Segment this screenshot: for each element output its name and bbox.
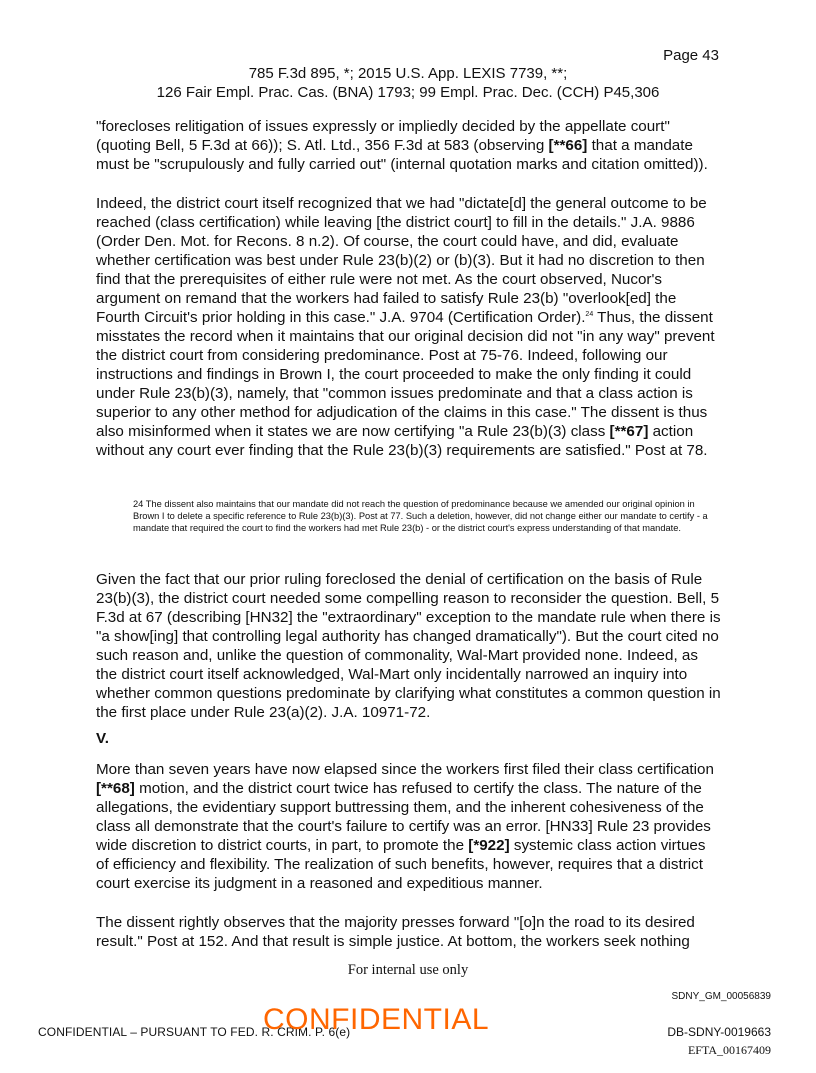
confidential-stamp: CONFIDENTIAL [263,1003,490,1036]
page-marker-67: [**67] [609,423,649,440]
page-marker-922: [*922] [468,837,510,854]
footnote-reference-24: 24 [585,310,594,318]
bates-number-db-sdny: DB-SDNY-0019663 [667,1025,771,1039]
footnote-24: 24 The dissent also maintains that our mandate did not reach the question of predominance because we amended our original opinion in Brown I to delete a specific reference to Rule 23(b)(3). Post at 77. Such a deletion, however, did not change either our mandate to certify - a mandate that required the court to find the workers had met Rule 23(b) - or the district court's express understanding of that mandate. [133,499,708,533]
paragraph-3: Given the fact that our prior ruling foreclosed the denial of certification on the basis of Rule 23(b)(3), the district court needed some compelling reason to reconsider the question. Bell, 5 F.3d at 67 (describing [HN32] the "extraordinary" exception to the mandate rule when there is "a show[ing] that controlling legal authority has changed dramatically"). But the court cited no such reason and, unlike the question of commonality, Wal-Mart provided none. Indeed, as the district court itself acknowledged, Wal-Mart only incidentally narrowed an inquiry into whether common questions predominate by clarifying what constitutes a common question in the first place under Rule 23(a)(2). J.A. 10971-72. [96,571,721,721]
page-marker-68: [**68] [96,780,135,797]
page-number: Page 43 [663,47,719,64]
bates-number-sdny-gm: SDNY_GM_00056839 [671,991,771,1002]
citation-line-2: 126 Fair Empl. Prac. Cas. (BNA) 1793; 99 Empl. Prac. Dec. (CCH) P45,306 [156,84,660,101]
confidential-notice: CONFIDENTIAL – PURSUANT TO FED. R. CRIM. P. 6(e) [38,1025,351,1039]
page-marker-66: [**66] [548,137,588,154]
paragraph-2: Indeed, the district court itself recognized that we had "dictate[d] the general outcome to be reached (class certification) while leaving [the district court] to fill in the details." J.A. 9886 (Order Den. Mot. for Recons. 8 n.2). Of course, the court could have, and did, evaluate whether certification was best under Rule 23(b)(2) or (b)(3). But it had no discretion to then find that the prerequisites of either rule were not met. As the court observed, Nucor's argument on remand that the workers had failed to satisfy Rule 23(b) "overlook[ed] the Fourth Circuit's prior holding in this case." J.A. 9704 (Certification Order).$^{24}$ Thus, the dissent misstates the record when it maintains that our original decision did not "in any way" prevent the district court from considering predominance. Post at 75-76. Indeed, following our instructions and findings in Brown I, the court proceeded to make the only finding it could under Rule 23(b)(3), namely, that "common issues predominate and that a class action is superior to any other method for adjudication of the claims in this case." The dissent is thus also misinformed when it states we are now certifying "a Rule 23(b)(3) class [**67] action without any court ever finding that the Rule 23(b)(3) requirements are satisfied." Post at 78. [96,195,715,459]
citation-line-1: 785 F.3d 895, *; 2015 U.S. App. LEXIS 7739, **; [248,65,568,82]
paragraph-4: More than seven years have now elapsed since the workers first filed their class certification [**68] motion, and the district court twice has refused to certify the class. The nature of the allegations, the evidentiary support buttressing them, and the inherent cohesiveness of the class all demonstrate that the court's failure to certify was an error. [HN33] Rule 23 provides wide discretion to district courts, in part, to promote the [*922] systemic class action virtues of efficiency and flexibility. The realization of such benefits, however, requires that a district court exercise its judgment in a reasoned and expeditious manner. [96,761,714,892]
paragraph-1: "forecloses relitigation of issues expressly or impliedly decided by the appellate court" (quoting Bell, 5 F.3d at 66)); S. Atl. Ltd., 356 F.3d at 583 (observing [**66] that a mandate must be "scrupulously and fully carried out" (internal quotation marks and citation omitted)). [96,118,708,173]
section-heading: V. [96,730,109,747]
paragraph-5: The dissent rightly observes that the majority presses forward "[o]n the road to its desired result." Post at 152. And that result is simple justice. At bottom, the workers seek nothing [96,914,695,950]
efta-number: EFTA_00167409 [687,1043,771,1057]
case-citation [0,64,816,102]
internal-use-notice: For internal use only [347,962,469,978]
